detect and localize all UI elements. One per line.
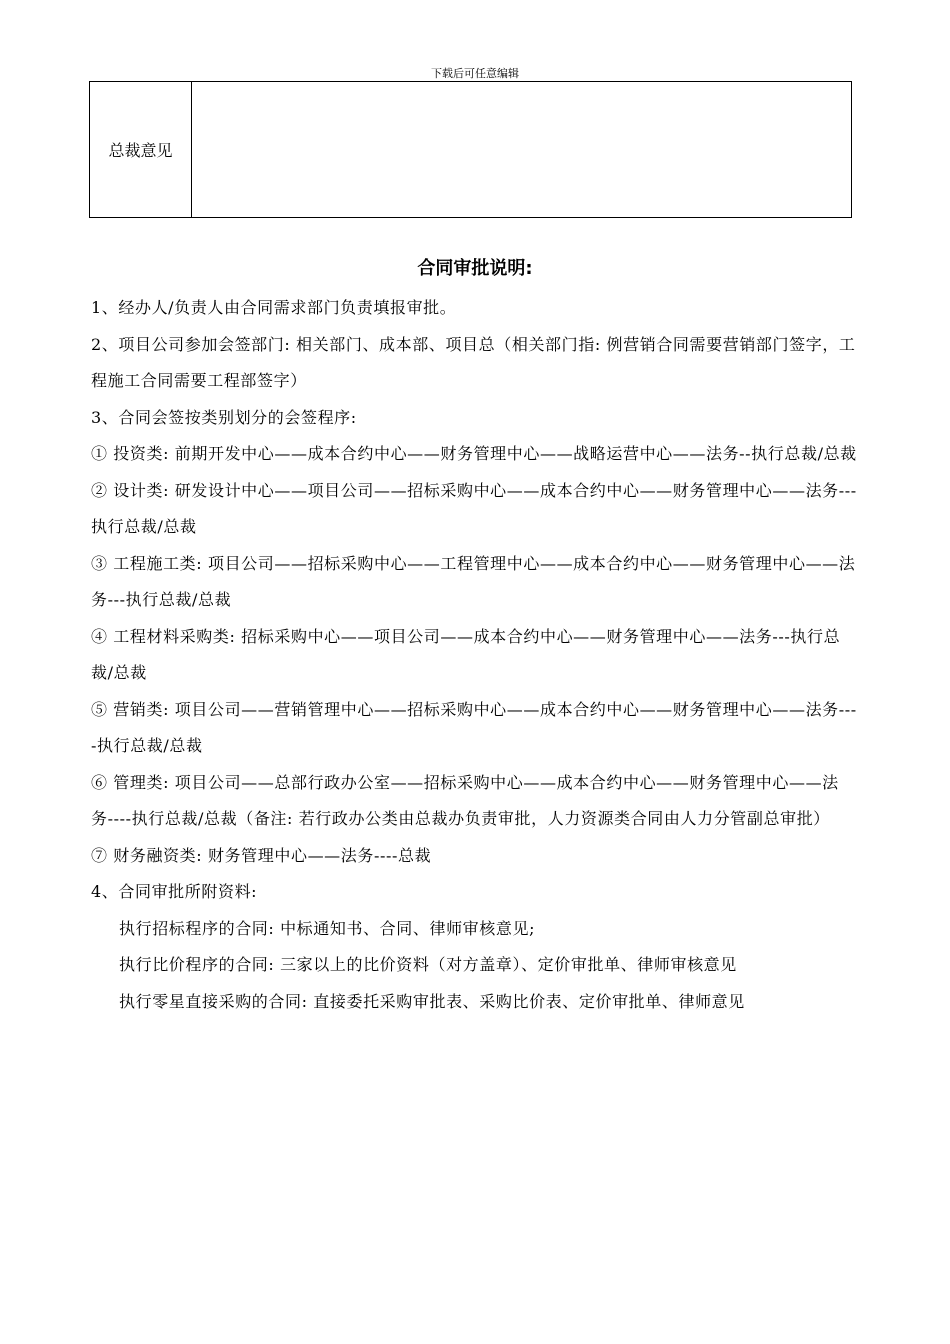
president-opinion-field[interactable] <box>192 82 852 218</box>
procedure-design: ② 设计类: 研发设计中心——项目公司——招标采购中心——成本合约中心——财务管理中心——法务---执行总裁/总裁 <box>91 480 857 536</box>
procedure-finance: ⑦ 财务融资类: 财务管理中心——法务----总裁 <box>91 845 432 865</box>
paragraph-3: 3、合同会签按类别划分的会签程序: <box>91 407 357 427</box>
procedure-materials: ④ 工程材料采购类: 招标采购中心——项目公司——成本合约中心——财务管理中心——法务---执行总裁/总裁 <box>91 626 841 682</box>
procedure-marketing: ⑤ 营销类: 项目公司——营销管理中心——招标采购中心——成本合约中心——财务管理中心——法务----执行总裁/总裁 <box>91 699 857 755</box>
procedure-management: ⑥ 管理类: 项目公司——总部行政办公室——招标采购中心——成本合约中心——财务管理中心——法务----执行总裁/总裁（备注: 若行政办公类由总裁办负责审批，人力资源类合同由人力分管副总审批） <box>91 772 839 828</box>
procedure-investment: ① 投资类: 前期开发中心——成本合约中心——财务管理中心——战略运营中心——法务--执行总裁/总裁 <box>91 444 857 463</box>
attachment-item: 执行比价程序的合同: 三家以上的比价资料（对方盖章）、定价审批单、律师审核意见 <box>119 955 737 974</box>
table-row <box>90 82 852 218</box>
paragraph-1: 1、经办人/负责人由合同需求部门负责填报审批。 <box>91 298 457 317</box>
procedure-construction: ③ 工程施工类: 项目公司——招标采购中心——工程管理中心——成本合约中心——财务管理中心——法务---执行总裁/总裁 <box>91 553 856 609</box>
attachment-item: 执行零星直接采购的合同: 直接委托采购审批表、采购比价表、定价审批单、律师意见 <box>119 991 745 1011</box>
header-note: 下载后可任意编辑 <box>431 67 519 80</box>
instructions-body <box>91 290 861 1020</box>
section-title: 合同审批说明: <box>417 258 533 279</box>
approval-table <box>89 81 852 218</box>
attachment-item: 执行招标程序的合同: 中标通知书、合同、律师审核意见; <box>119 918 536 938</box>
paragraph-2: 2、项目公司参加会签部门: 相关部门、成本部、项目总（相关部门指: 例营销合同需要营销部门签字，工程施工合同需要工程部签字） <box>91 334 856 390</box>
paragraph-4: 4、合同审批所附资料: <box>91 882 258 901</box>
president-opinion-label: 总裁意见 <box>90 82 192 218</box>
